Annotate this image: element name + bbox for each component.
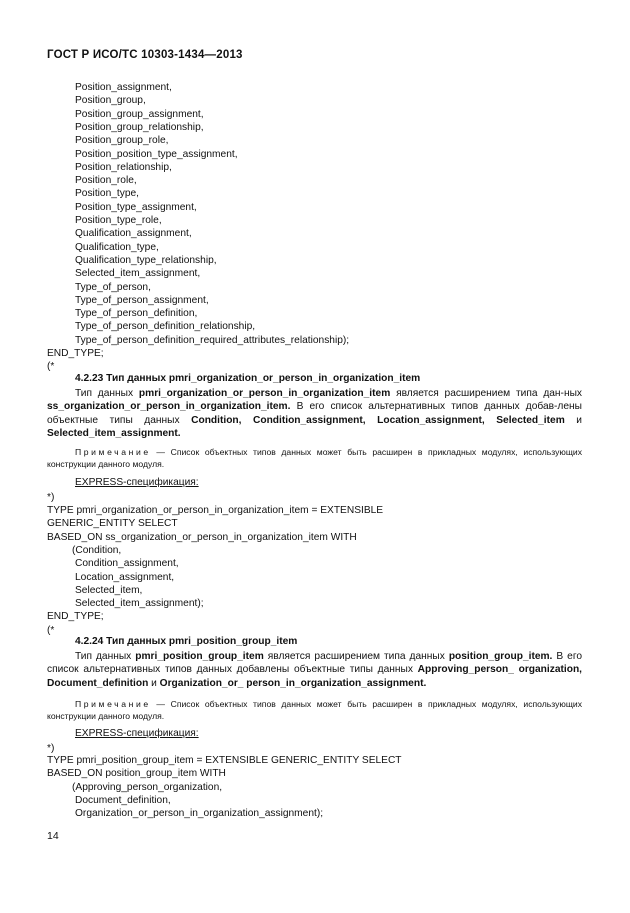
list-item: Position_position_type_assignment, <box>75 148 238 160</box>
code-line: TYPE pmri_organization_or_person_in_organization_item = EXTENSIBLE <box>47 505 384 516</box>
list-item: Position_group, <box>75 95 146 107</box>
list-item: Qualification_assignment, <box>75 228 192 240</box>
list-item: Type_of_person_assignment, <box>75 294 209 306</box>
list-item: Type_of_person_definition_required_attributes_relationship); <box>75 334 350 346</box>
page-number: 14 <box>47 830 59 842</box>
code-line: Location_assignment, <box>75 571 175 583</box>
end-type-1: END_TYPE; <box>47 348 104 359</box>
express-spec-label-2: EXPRESS-спецификация: <box>75 728 199 739</box>
list-item: Position_relationship, <box>75 161 172 173</box>
section-4-2-24-title: 4.2.24 Тип данных pmri_position_group_item <box>75 636 298 647</box>
note-label: Примечание <box>75 699 151 709</box>
code-line: Selected_item, <box>75 584 143 596</box>
list-item: Qualification_type_relationship, <box>75 254 217 266</box>
section-4-2-23-note: Примечание — Список объектных типов данных может быть расширен в прикладных модулях, использующих конструкции данного модуля. <box>47 447 582 469</box>
code-line: BASED_ON ss_organization_or_person_in_organization_item WITH <box>47 531 357 543</box>
list-item: Qualification_type, <box>75 241 159 253</box>
section-4-2-23-title: 4.2.23 Тип данных pmri_organization_or_person_in_organization_item <box>75 373 421 384</box>
list-item: Position_type_assignment, <box>75 201 197 213</box>
comment-open-1: (* <box>47 361 55 372</box>
code-line: Organization_or_person_in_organization_assignment); <box>75 808 324 820</box>
code-line: Document_definition, <box>75 794 171 806</box>
list-item: Type_of_person_definition, <box>75 308 198 320</box>
code-line: (Approving_person_organization, <box>72 781 223 793</box>
list-item: Position_type_role, <box>75 215 162 226</box>
list-item: Position_type, <box>75 188 139 200</box>
note-label: Примечание <box>75 447 151 457</box>
list-item: Position_group_relationship, <box>75 121 204 133</box>
comment-close-2: *) <box>47 743 55 754</box>
section-4-2-24-paragraph: Тип данных pmri_position_group_item является расширением типа данных position_group_item. В его список альтернативных типов данных добавлены объектные типы данных Approving_person_ organization, Document_definition и Organization_or_ person_in_organization_assignment. <box>47 651 582 689</box>
code-line: END_TYPE; <box>47 611 104 623</box>
code-line: Selected_item_assignment); <box>75 598 204 610</box>
code-line: (Condition, <box>72 544 122 556</box>
code-line: (* <box>47 624 55 636</box>
list-item: Position_assignment, <box>75 82 172 93</box>
code-line: Condition_assignment, <box>75 558 179 570</box>
list-item: Position_group_assignment, <box>75 108 204 120</box>
comment-close-1: *) <box>47 492 55 503</box>
section-4-2-24-note: Примечание — Список объектных типов данных может быть расширен в прикладных модулях, использующих конструкции данного модуля. <box>47 699 582 721</box>
list-item: Type_of_person_definition_relationship, <box>75 321 256 333</box>
list-item: Type_of_person, <box>75 281 151 293</box>
code-line: BASED_ON position_group_item WITH <box>47 768 226 780</box>
standard-header: ГОСТ Р ИСО/ТС 10303-1434—2013 <box>47 49 243 61</box>
code-line: GENERIC_ENTITY SELECT <box>47 518 178 530</box>
express-spec-label-1: EXPRESS-спецификация: <box>75 477 199 488</box>
section-4-2-23-paragraph: Тип данных pmri_organization_or_person_in_organization_item является расширением типа дан-ных ss_organization_or_person_in_organization_item. В его список альтернативных типов данных добав-лены объектные типы данных Condition, Condition_assignment, Location_assignment, Selected_item и Selected_item_assignment. <box>47 388 582 439</box>
list-item: Selected_item_assignment, <box>75 268 201 280</box>
list-item: Position_group_role, <box>75 135 169 147</box>
list-item: Position_role, <box>75 175 137 187</box>
code-line: TYPE pmri_position_group_item = EXTENSIBLE GENERIC_ENTITY SELECT <box>47 755 402 766</box>
